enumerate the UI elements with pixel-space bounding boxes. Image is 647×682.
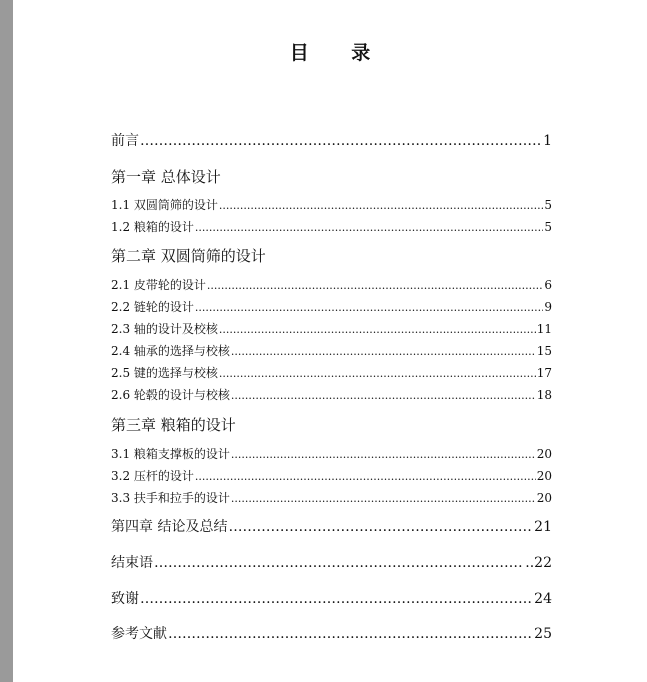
toc-entry-page: 9 [544, 300, 552, 314]
toc-entry-page: 20 [536, 469, 552, 483]
dot-leader [154, 555, 524, 571]
toc-entry-chapter-4[interactable] [111, 516, 552, 536]
toc-entry-label: 2.3 轴的设计及校核 [111, 322, 218, 336]
dot-leader [168, 626, 533, 642]
toc-entry-2-5[interactable] [111, 364, 552, 381]
toc-entry-3-2[interactable] [111, 467, 552, 484]
dot-leader [219, 367, 536, 380]
dot-leader [195, 470, 536, 483]
toc-entry-page: 20 [536, 491, 552, 505]
toc-entry-label: 致谢 [111, 591, 139, 607]
toc-entry-2-6[interactable] [111, 386, 552, 403]
toc-entry-label: 2.6 轮毂的设计与校核 [111, 388, 230, 402]
dot-leader [231, 492, 536, 505]
toc-entry-page: 11 [536, 322, 552, 336]
toc-entry-label: 3.2 压杆的设计 [111, 469, 194, 483]
toc-entry-1-1[interactable] [111, 196, 552, 213]
dot-leader [219, 199, 543, 212]
toc-entry-label: 2.2 链轮的设计 [111, 300, 194, 314]
toc-entry-page: 20 [536, 447, 552, 461]
toc-entry-3-1[interactable] [111, 445, 552, 462]
toc-chapter-1[interactable]: 第一章 总体设计 [111, 168, 221, 186]
toc-chapter-2[interactable]: 第二章 双圆筒筛的设计 [111, 247, 266, 265]
toc-entry-page: 5 [544, 220, 552, 234]
dot-leader [140, 591, 533, 607]
toc-entry-label: 2.1 皮带轮的设计 [111, 278, 206, 292]
toc-entry-page: 5 [544, 198, 552, 212]
toc-entry-label: 2.4 轴承的选择与校核 [111, 344, 230, 358]
dot-leader [231, 389, 536, 402]
toc-entry-2-2[interactable] [111, 298, 552, 315]
toc-entry-page: 6 [544, 278, 552, 292]
toc-entry-2-3[interactable] [111, 320, 552, 337]
toc-entry-label: 2.5 键的选择与校核 [111, 366, 218, 380]
toc-entry-label: 3.3 扶手和拉手的设计 [111, 491, 230, 505]
toc-entry-page: 15 [536, 344, 552, 358]
toc-entry-label: 1.1 双圆筒筛的设计 [111, 198, 218, 212]
toc-entry-page: 21 [534, 519, 552, 535]
document-page [13, 0, 647, 682]
toc-entry-page: 24 [534, 591, 552, 607]
page-title: 目 录 [289, 42, 389, 64]
toc-entry-label: 3.1 粮箱支撑板的设计 [111, 447, 230, 461]
toc-entry-closing[interactable] [111, 552, 552, 572]
toc-entry-3-3[interactable] [111, 489, 552, 506]
toc-entry-label: 前言 [111, 133, 139, 149]
toc-entry-1-2[interactable] [111, 218, 552, 235]
dot-leader [228, 519, 533, 535]
dot-leader [219, 323, 536, 336]
dot-leader [140, 133, 542, 149]
toc-entry-2-1[interactable] [111, 276, 552, 293]
dot-leader [231, 448, 536, 461]
toc-entry-label: 结束语 [111, 555, 153, 571]
toc-entry-label: 参考文献 [111, 626, 167, 642]
toc-entry-2-4[interactable] [111, 342, 552, 359]
toc-entry-references[interactable] [111, 623, 552, 643]
toc-entry-page: 17 [536, 366, 552, 380]
toc-chapter-3[interactable]: 第三章 粮箱的设计 [111, 416, 236, 434]
toc-entry-label: 第四章 结论及总结 [111, 519, 228, 535]
dot-leader [231, 345, 536, 358]
toc-entry-page: ..22 [525, 555, 552, 571]
toc-entry-acknowledgements[interactable] [111, 588, 552, 608]
dot-leader [195, 221, 543, 234]
toc-entry-page: 18 [536, 388, 552, 402]
toc-entry-page: 25 [534, 626, 552, 642]
toc-entry-preface[interactable] [111, 130, 552, 150]
toc-entry-label: 1.2 粮箱的设计 [111, 220, 194, 234]
dot-leader [195, 301, 543, 314]
dot-leader [207, 279, 543, 292]
toc-entry-page: 1 [543, 133, 552, 149]
window-left-edge [0, 0, 13, 682]
